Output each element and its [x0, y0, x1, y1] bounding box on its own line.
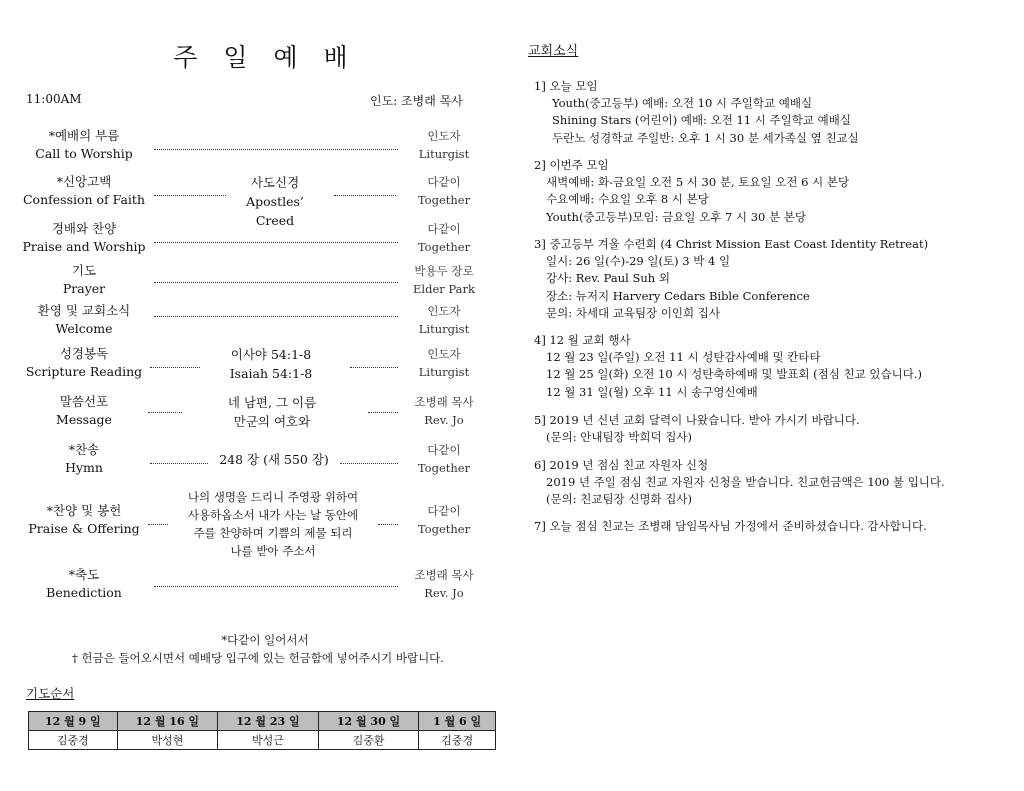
- responsible-en: Liturgist: [418, 322, 470, 336]
- order-label: [22, 393, 146, 429]
- order-label: [22, 302, 146, 338]
- order-label-ko: 경배와 찬양: [51, 221, 117, 236]
- service-time: 11:00AM: [26, 92, 82, 106]
- prayer-name-cell: 박성현: [117, 731, 218, 750]
- dotted-leader: [148, 524, 168, 525]
- prayer-date-cell: 1 월 6 일: [419, 712, 496, 731]
- order-label-en: Confession of Faith: [22, 192, 145, 207]
- dotted-leader: [150, 463, 208, 464]
- order-detail-line: Isaiah 54:1-8: [229, 366, 313, 381]
- service-leader: 인도: 조병래 목사: [370, 94, 463, 108]
- news-item-line: Youth(중고등부)모임: 금요일 오후 7 시 30 분 본당: [546, 209, 806, 224]
- order-detail-line: Apostles’ Creed: [246, 194, 304, 228]
- dotted-leader: [368, 412, 398, 413]
- prayer-date-row: [29, 712, 496, 731]
- order-label-ko: 말씀선포: [59, 394, 109, 409]
- news-heading: 교회소식: [528, 44, 579, 59]
- responsible-en: Together: [417, 522, 471, 536]
- prayer-date-cell: 12 월 9 일: [29, 712, 118, 731]
- responsible-en: Liturgist: [418, 365, 470, 379]
- news-item-title: 3] 중고등부 겨울 수련회 (4 Christ Mission East Coast Identity Retreat): [534, 237, 929, 251]
- dotted-leader: [154, 282, 398, 283]
- prayer-date-cell: 12 월 23 일: [218, 712, 319, 731]
- news-item: [534, 412, 1004, 446]
- order-detail: [216, 345, 326, 383]
- news-item-title: 2] 이번주 모임: [534, 158, 609, 172]
- order-responsible: [402, 345, 486, 381]
- dotted-leader: [154, 195, 226, 196]
- order-label-ko: 환영 및 교회소식: [37, 303, 131, 318]
- dotted-leader: [154, 586, 398, 587]
- dotted-leader: [334, 195, 396, 196]
- order-label: [22, 566, 146, 602]
- responsible-ko: 조병래 목사: [414, 568, 474, 582]
- responsible-en: Together: [417, 240, 471, 254]
- order-responsible: [402, 441, 486, 477]
- responsible-ko: 인도자: [427, 347, 461, 361]
- order-detail: [214, 450, 334, 469]
- order-label-en: Scripture Reading: [25, 364, 143, 379]
- news-item-title: 6] 2019 년 점심 친교 자원자 신청: [534, 458, 709, 472]
- prayer-date-cell: 12 월 16 일: [117, 712, 218, 731]
- order-responsible: [402, 566, 486, 602]
- order-detail-line: 사도신경: [250, 175, 300, 190]
- order-detail-line: 나의 생명을 드리니 주영광 위하여: [187, 490, 359, 504]
- news-item-line: 문의: 차세대 교육팀장 이인희 집사: [546, 305, 721, 320]
- order-detail-line: 만군의 여호와: [233, 414, 311, 429]
- order-label-ko: *신앙고백: [56, 174, 112, 189]
- news-item-line: 12 월 25 일(화) 오전 10 시 성탄축하예배 및 발표회 (점심 친교 있습니다.): [546, 367, 922, 382]
- order-label-en: Message: [56, 412, 112, 427]
- order-label-ko: *예배의 부름: [48, 128, 120, 143]
- order-label: [22, 441, 146, 477]
- order-detail-line: 248 장 (새 550 장): [219, 452, 329, 467]
- news-item-line: (문의: 친교팀장 신명화 집사): [546, 492, 693, 507]
- prayer-name-cell: 김중경: [29, 731, 118, 750]
- news-item-line: 장소: 뉴저지 Harvery Cedars Bible Conference: [546, 288, 810, 303]
- news-item-line: 12 월 31 일(월) 오후 11 시 송구영신예배: [546, 384, 758, 399]
- order-detail: [168, 488, 378, 560]
- responsible-ko: 인도자: [427, 129, 461, 143]
- order-detail: [228, 173, 322, 230]
- order-label-en: Call to Worship: [35, 146, 133, 161]
- dotted-leader: [154, 242, 398, 243]
- news-item-title: 1] 오늘 모임: [534, 79, 598, 93]
- news-item-line: Youth(중고등부) 예배: 오전 10 시 주일학교 예배실: [552, 96, 813, 111]
- news-item-line: 12 월 23 일(주일) 오전 11 시 성탄감사예배 및 칸타타: [546, 350, 821, 365]
- order-label-en: Welcome: [55, 321, 113, 336]
- order-responsible: [402, 220, 486, 256]
- prayer-name-cell: 김중환: [318, 731, 419, 750]
- responsible-en: Rev. Jo: [424, 413, 464, 427]
- news-item: [534, 457, 1004, 509]
- news-item-title: 7] 오늘 점심 친교는 조병래 담임목사님 가정에서 준비하셨습니다. 감사합니다.: [534, 519, 927, 533]
- news-item-line: 강사: Rev. Paul Suh 외: [546, 271, 670, 286]
- news-item-line: 새벽예배: 화-금요일 오전 5 시 30 분, 토요일 오전 6 시 본당: [546, 175, 850, 190]
- dotted-leader: [340, 463, 398, 464]
- order-detail-line: 주를 찬양하며 기쁨의 제물 되리: [193, 526, 353, 540]
- stand-note: *다같이 일어서서: [221, 633, 309, 647]
- order-detail-line: 사용하옵소서 내가 사는 날 동안에: [187, 508, 359, 522]
- order-label-en: Praise & Offering: [28, 521, 140, 536]
- dotted-leader: [350, 367, 398, 368]
- order-label-ko: *찬양 및 봉헌: [46, 503, 122, 518]
- responsible-en: Together: [417, 461, 471, 475]
- news-item-title: 4] 12 월 교회 행사: [534, 333, 631, 347]
- prayer-name-row: [29, 731, 496, 750]
- responsible-en: Liturgist: [418, 147, 470, 161]
- dotted-leader: [154, 149, 398, 150]
- order-label-en: Prayer: [62, 281, 106, 296]
- order-label-en: Praise and Worship: [22, 239, 146, 254]
- order-detail-line: 네 남편, 그 이름: [227, 395, 317, 410]
- order-responsible: [402, 302, 486, 338]
- news-item-title: 5] 2019 년 신년 교회 달력이 나왔습니다. 받아 가시기 바랍니다.: [534, 413, 860, 427]
- order-label: [22, 262, 146, 298]
- responsible-en: Elder Park: [413, 282, 475, 296]
- news-item: [534, 518, 1004, 535]
- order-label: [22, 127, 146, 163]
- news-item-line: Shining Stars (어린이) 예배: 오전 11 시 주일학교 예배실: [552, 113, 851, 128]
- order-responsible: [402, 393, 486, 429]
- prayer-date-cell: 12 월 30 일: [318, 712, 419, 731]
- news-item-line: 두란노 성경학교 주일반: 오후 1 시 30 분 세가족실 옆 친교실: [552, 130, 859, 145]
- order-label: [22, 345, 146, 381]
- responsible-ko: 다같이: [427, 222, 461, 236]
- prayer-name-cell: 박성근: [218, 731, 319, 750]
- prayer-schedule-heading: 기도순서: [26, 686, 75, 701]
- responsible-ko: 다같이: [427, 175, 461, 189]
- prayer-name-cell: 김중경: [419, 731, 496, 750]
- order-label: [22, 173, 146, 209]
- responsible-ko: 박용두 장로: [414, 264, 474, 278]
- order-detail-line: 이사야 54:1-8: [230, 347, 312, 362]
- news-item: [534, 157, 1004, 226]
- order-responsible: [402, 127, 486, 163]
- news-item: [534, 236, 1004, 322]
- order-label-ko: *찬송: [68, 442, 100, 457]
- bulletin-title: 주 일 예 배: [173, 43, 357, 72]
- order-detail: [208, 393, 336, 431]
- news-item: [534, 78, 1004, 147]
- responsible-en: Rev. Jo: [424, 586, 464, 600]
- dotted-leader: [148, 412, 182, 413]
- order-detail-line: 나를 받아 주소서: [230, 544, 316, 558]
- order-label: [22, 220, 146, 256]
- order-label-ko: *축도: [68, 567, 100, 582]
- dotted-leader: [154, 316, 398, 317]
- responsible-ko: 다같이: [427, 443, 461, 457]
- order-responsible: [402, 502, 486, 538]
- order-label-ko: 기도: [71, 263, 97, 278]
- prayer-schedule-table: [28, 711, 496, 750]
- news-item-line: 수요예배: 수요일 오후 8 시 본당: [546, 192, 709, 207]
- responsible-ko: 인도자: [427, 304, 461, 318]
- order-label-ko: 성경봉독: [59, 346, 109, 361]
- dotted-leader: [150, 367, 200, 368]
- news-item-line: 일시: 26 일(수)-29 일(토) 3 박 4 일: [546, 254, 731, 269]
- dotted-leader: [378, 524, 398, 525]
- responsible-ko: 조병래 목사: [414, 395, 474, 409]
- offering-note: † 헌금은 들어오시면서 예배당 입구에 있는 헌금함에 넣어주시기 바랍니다.: [72, 651, 444, 665]
- news-item: [534, 332, 1004, 401]
- order-responsible: [402, 173, 486, 209]
- news-item-line: (문의: 안내팀장 박희덕 집사): [546, 430, 693, 445]
- order-label-en: Hymn: [65, 460, 103, 475]
- order-label-en: Benediction: [46, 585, 122, 600]
- order-responsible: [402, 262, 486, 298]
- order-label: [22, 502, 146, 538]
- responsible-en: Together: [417, 193, 471, 207]
- responsible-ko: 다같이: [427, 504, 461, 518]
- news-item-line: 2019 년 주일 점심 친교 자원자 신청을 받습니다. 친교헌금액은 100 불 입니다.: [546, 475, 945, 490]
